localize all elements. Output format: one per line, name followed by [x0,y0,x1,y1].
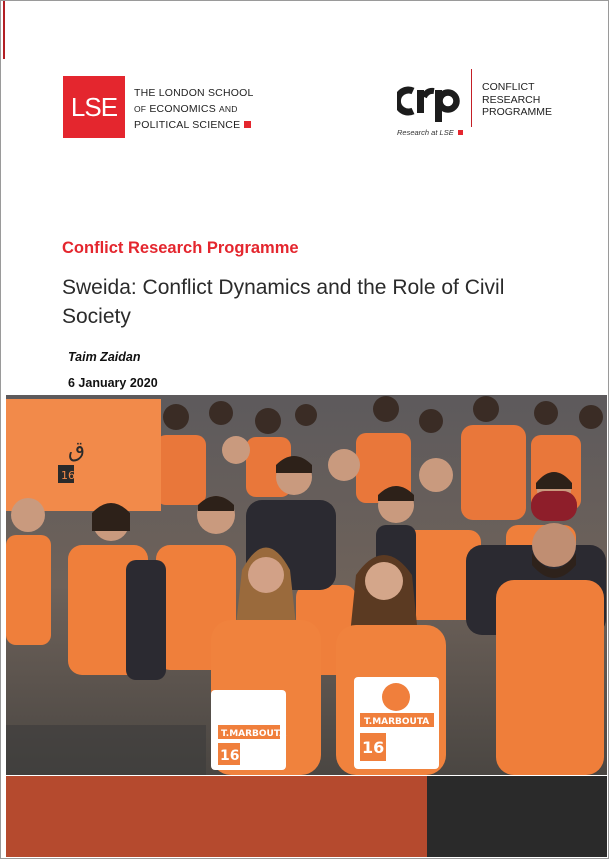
lse-name-line2 [134,101,254,117]
lse-name-economics: ECONOMICS [149,103,216,115]
sign-number-left: 16 [220,748,240,764]
crowd-illustration [6,395,607,775]
lse-red-square [244,121,251,128]
report-title: Sweida: Conflict Dynamics and the Role of Civil Society [62,276,505,328]
sign-text-left: T.MARBOUTA [221,729,287,739]
corner-mark [3,1,5,59]
crp-research-text: Research at LSE [397,128,454,137]
footer-band-dark [427,776,607,857]
publication-date: 6 January 2020 [68,376,158,390]
lse-logo-text: LSE [70,91,118,122]
crp-logo-mark [397,77,461,125]
crp-divider [471,69,472,127]
crp-name-line2: RESEARCH [482,93,541,106]
svg-text:16: 16 [61,469,75,482]
crp-red-square [458,130,463,135]
lse-name-line1: THE LONDON SCHOOL [134,87,254,99]
crp-name-line3: PROGRAMME [482,106,553,118]
footer-band-red [6,776,427,857]
lse-name [134,85,254,133]
sign-text-right: T.MARBOUTA [364,717,430,727]
cover-photo [6,395,607,775]
crp-name [482,81,552,119]
svg-text:ق: ق [68,438,86,463]
crp-research-at-lse [397,128,463,137]
lse-name-and: AND [219,104,238,114]
crp-name-line1: CONFLICT [482,81,535,93]
lse-name-line3 [134,117,254,133]
lse-name-political: POLITICAL SCIENCE [134,119,241,131]
sign-number-right: 16 [362,738,385,757]
programme-title: Conflict Research Programme [62,239,299,257]
author-name: Taim Zaidan [68,350,141,364]
lse-name-of: OF [134,104,147,114]
crp-logo [397,77,461,125]
lse-logo [63,76,125,138]
